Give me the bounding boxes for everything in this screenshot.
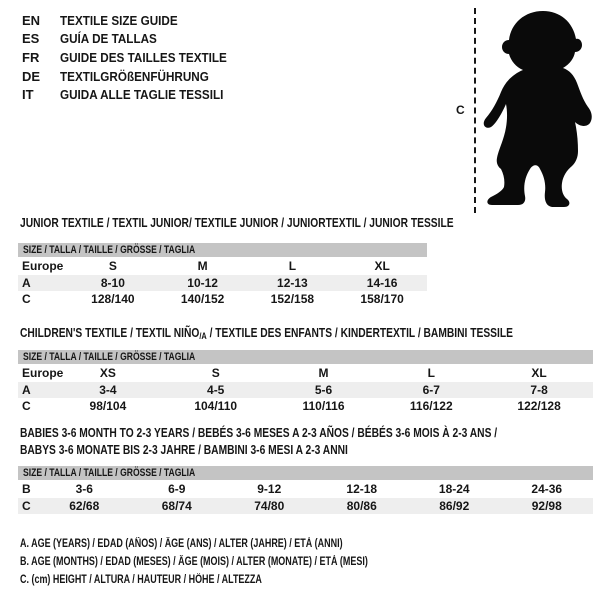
row-label: C <box>22 399 31 414</box>
cell: XS <box>99 366 116 381</box>
cell: 4-5 <box>207 382 225 397</box>
cell: 3-6 <box>75 482 93 497</box>
cell: 18-24 <box>438 482 470 497</box>
cell: XL <box>374 259 390 274</box>
cell: 140/152 <box>180 292 225 307</box>
language-row <box>22 67 245 86</box>
cell: L <box>427 366 435 381</box>
cell: 98/104 <box>89 399 127 414</box>
table-row <box>18 481 593 498</box>
cell: 62/68 <box>69 498 100 513</box>
language-code: EN <box>22 12 41 28</box>
cell: 74/80 <box>254 498 285 513</box>
language-title: GUIDA ALLE TAGLIE TESSILI <box>60 87 224 103</box>
cell: 7-8 <box>530 382 548 397</box>
childrens-size-table <box>18 350 593 415</box>
row-label: C <box>22 292 31 307</box>
row-label: A <box>22 275 31 290</box>
cell: S <box>211 366 220 381</box>
row-label: Europe <box>22 259 64 274</box>
junior-size-table <box>18 243 427 308</box>
size-header-bar <box>18 243 427 257</box>
table-row <box>18 398 593 415</box>
language-row <box>22 85 245 104</box>
babies-title-line2: BABYS 3-6 MONATE BIS 2-3 JAHRE / BAMBINI 3-6 MESI A 2-3 ANNI <box>20 443 348 457</box>
cell: 24-36 <box>531 482 563 497</box>
cell: 8-10 <box>100 275 125 290</box>
size-header-text: SIZE / TALLA / TAILLE / GRÖSSE / TAGLIA <box>23 244 196 256</box>
cell: 116/122 <box>409 399 453 414</box>
language-row <box>22 11 245 30</box>
row-label: C <box>22 498 31 513</box>
cell: 152/158 <box>270 292 315 307</box>
language-code: ES <box>22 31 40 47</box>
title-prefix: CHILDREN'S TEXTILE / TEXTIL NIÑO <box>20 326 200 340</box>
language-title: TEXTILE SIZE GUIDE <box>60 12 178 28</box>
childrens-section-title-text <box>20 326 513 341</box>
row-label: B <box>22 482 31 497</box>
cell: M <box>197 259 208 274</box>
cell: 92/98 <box>531 498 562 513</box>
babies-title-line1: BABIES 3-6 MONTH TO 2-3 YEARS / BEBÉS 3-6 MESES A 2-3 AÑOS / BÉBÉS 3-6 MOIS À 2-3 ANS / <box>20 426 498 440</box>
size-header-bar <box>18 466 593 480</box>
cell: 3-4 <box>99 382 117 397</box>
height-measure-dashed-line <box>474 8 476 213</box>
note-age-months-text: B. AGE (MONTHS) / EDAD (MESES) / ÂGE (MOIS) / ALTER (MONATE) / ETÀ (MESI) <box>20 556 368 568</box>
row-label: A <box>22 382 31 397</box>
cell: M <box>318 366 329 381</box>
cell: 128/140 <box>91 292 135 307</box>
cell: 86/92 <box>439 498 470 513</box>
language-code: IT <box>22 87 34 103</box>
cell: 104/110 <box>194 399 238 414</box>
note-age-years <box>20 538 434 550</box>
cell: 12-13 <box>277 275 308 290</box>
size-header-text: SIZE / TALLA / TAILLE / GRÖSSE / TAGLIA <box>23 467 196 479</box>
childrens-section-title <box>20 326 600 341</box>
cell: 110/116 <box>302 399 345 414</box>
junior-section-title <box>20 216 549 230</box>
cell: 80/86 <box>346 498 377 513</box>
cell: 6-7 <box>422 382 440 397</box>
toddler-silhouette-icon <box>480 10 596 212</box>
note-height-cm <box>20 574 330 586</box>
cell: 9-12 <box>257 482 282 497</box>
title-suffix: / TEXTILE DES ENFANTS / KINDERTEXTIL / BAMBINI TESSILE <box>206 326 513 340</box>
table-row <box>18 258 427 275</box>
babies-size-table <box>18 466 593 514</box>
cell: 5-6 <box>314 382 333 397</box>
note-age-months <box>20 556 466 568</box>
language-header <box>22 11 245 104</box>
language-title: GUIDE DES TAILLES TEXTILE <box>60 49 227 65</box>
language-row <box>22 30 245 49</box>
language-row <box>22 48 245 67</box>
cell: 14-16 <box>366 275 398 290</box>
cell: XL <box>531 366 547 381</box>
size-header-bar <box>18 350 593 364</box>
cell: L <box>288 259 297 274</box>
cell: 6-9 <box>168 482 186 497</box>
language-title: GUÍA DE TALLAS <box>60 31 157 47</box>
note-age-years-text: A. AGE (YEARS) / EDAD (AÑOS) / ÂGE (ANS) / ALTER (JAHRE) / ETÀ (ANNI) <box>20 538 343 550</box>
babies-section-title <box>20 426 600 460</box>
cell: 12-18 <box>346 482 378 497</box>
cell: 10-12 <box>187 275 218 290</box>
size-header-text: SIZE / TALLA / TAILLE / GRÖSSE / TAGLIA <box>23 351 196 363</box>
junior-section-title-text: JUNIOR TEXTILE / TEXTIL JUNIOR/ TEXTILE JUNIOR / JUNIORTEXTIL / JUNIOR TESSILE <box>20 216 454 230</box>
cell: S <box>108 259 117 274</box>
language-code: FR <box>22 49 40 65</box>
language-code: DE <box>22 68 41 84</box>
table-row <box>18 382 593 399</box>
table-row <box>18 291 427 308</box>
language-title: TEXTILGRÖßENFÜHRUNG <box>60 68 209 84</box>
row-label: Europe <box>22 366 64 381</box>
table-row <box>18 275 427 292</box>
table-row <box>18 498 593 515</box>
note-height-cm-text: C. (cm) HEIGHT / ALTURA / HAUTEUR / HÖHE / ALTEZZA <box>20 574 262 586</box>
title-subscript: /A <box>199 331 207 341</box>
table-row <box>18 365 593 382</box>
cell: 122/128 <box>517 399 561 414</box>
cell: 158/170 <box>360 292 404 307</box>
cell: 68/74 <box>161 498 192 513</box>
height-measure-label: C <box>456 103 465 117</box>
